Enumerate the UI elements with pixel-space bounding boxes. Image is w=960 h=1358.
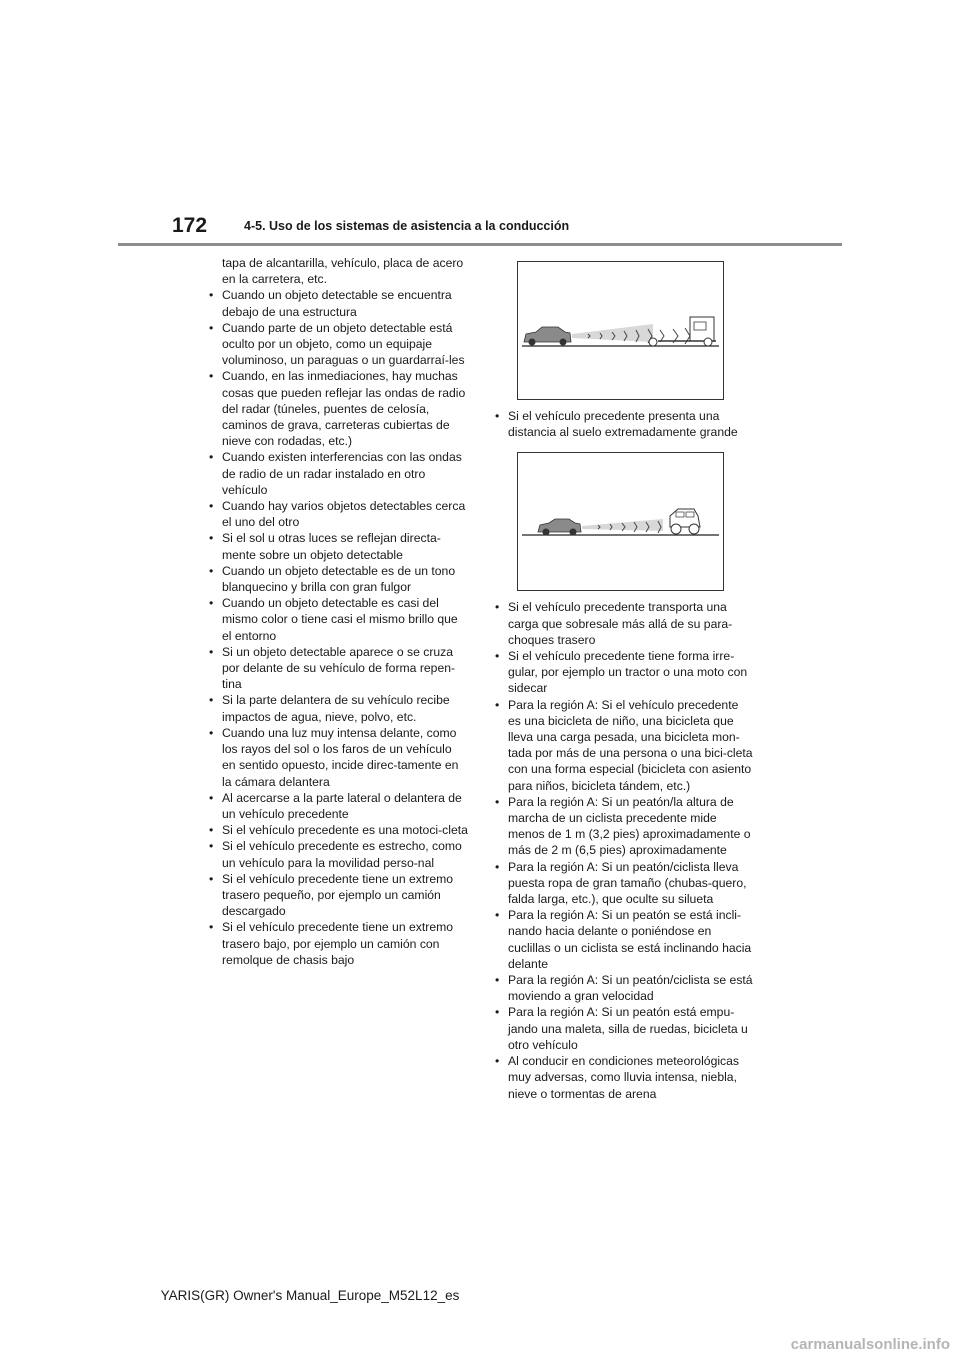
right-column: [492, 255, 754, 1102]
high-clearance-illustration: [518, 453, 723, 590]
footer: [0, 1288, 960, 1303]
list-item: • Para la región A: Si un peatón/ciclista lleva puesta ropa de gran tamaño (chubas-quero, falda larga, etc.), que oculte su silueta: [492, 859, 754, 908]
list-item: • Si el vehículo precedente es estrecho, como un vehículo para la movilidad perso-nal: [206, 838, 468, 870]
header-divider: [118, 243, 842, 246]
list-item: • Si el sol u otras luces se reflejan directa-mente sobre un objeto detectable: [206, 530, 468, 562]
list-item: • Cuando, en las inmediaciones, hay muchas cosas que pueden reflejar las ondas de radio del radar (túneles, puentes de celosía, caminos de grava, carreteras cubiertas de nieve con rodadas, etc.): [206, 368, 468, 449]
list-item: • Para la región A: Si el vehículo precedente es una bicicleta de niño, una bicicleta que lleva una carga pesada, una bicicleta mon-tada por más de una persona o una bici-cleta con una forma especial (bicicleta con asiento para niños, bicicleta tándem, etc.): [492, 697, 754, 794]
list-item: • Para la región A: Si un peatón está empu-jando una maleta, silla de ruedas, bicicleta u otro vehículo: [492, 1004, 754, 1053]
manual-name: YARIS(GR) Owner's Manual_Europe_M52L12_es: [160, 1288, 460, 1303]
list-item: • Si el vehículo precedente tiene un extremo trasero pequeño, por ejemplo un camión descargado: [206, 871, 468, 920]
list-item: • Para la región A: Si un peatón/la altura de marcha de un ciclista precedente mide menos de 1 m (3,2 pies) aproximadamente o más de 2 m (6,5 pies) aproximadamente: [492, 794, 754, 859]
list-item: • Si el vehículo precedente presenta una distancia al suelo extremadamente grande: [492, 408, 754, 440]
list-item: • Si el vehículo precedente es una motoci-cleta: [206, 822, 468, 838]
list-item: • Cuando una luz muy intensa delante, como los rayos del sol o los faros de un vehículo en sentido opuesto, incide direc-tamente en la cámara delantera: [206, 725, 468, 790]
left-column: [206, 255, 468, 968]
list-item: • Cuando existen interferencias con las ondas de radio de un radar instalado en otro vehículo: [206, 449, 468, 498]
right-bullet-list-b: [492, 599, 754, 1101]
list-item: • Para la región A: Si un peatón/ciclista se está moviendo a gran velocidad: [492, 972, 754, 1004]
section-title: 4-5. Uso de los sistemas de asistencia a la conducción: [244, 219, 570, 233]
left-bullet-list: [206, 255, 468, 968]
figure-truck-radar: [517, 261, 724, 400]
list-item: • Si el vehículo precedente tiene un extremo trasero bajo, por ejemplo un camión con remolque de chasis bajo: [206, 919, 468, 968]
list-item: • Cuando un objeto detectable es casi del mismo color o tiene casi el mismo brillo que el entorno: [206, 595, 468, 644]
list-item-continuation: tapa de alcantarilla, vehículo, placa de acero en la carretera, etc.: [222, 256, 464, 287]
list-item: • Para la región A: Si un peatón se está incli-nando hacia delante o poniéndose en cuclillas o un ciclista se está inclinando hacia delante: [492, 907, 754, 972]
page-number: 172: [172, 214, 208, 237]
list-item: • Si la parte delantera de su vehículo recibe impactos de agua, nieve, polvo, etc.: [206, 692, 468, 724]
list-item: • Al acercarse a la parte lateral o delantera de un vehículo precedente: [206, 790, 468, 822]
list-item: • Cuando un objeto detectable se encuentra debajo de una estructura: [206, 287, 468, 319]
truck-radar-illustration: [518, 262, 723, 399]
list-item: • Si el vehículo precedente tiene forma irre-gular, por ejemplo un tractor o una moto con sidecar: [492, 648, 754, 697]
list-item: • Si el vehículo precedente transporta una carga que sobresale más allá de su para-choques trasero: [492, 599, 754, 648]
watermark: carmanualsonline.info: [790, 1336, 950, 1353]
list-item: • Al conducir en condiciones meteorológicas muy adversas, como lluvia intensa, niebla, nieve o tormentas de arena: [492, 1053, 754, 1102]
list-item: • Cuando parte de un objeto detectable está oculto por un objeto, como un equipaje voluminoso, un paraguas o un guardarraí-les: [206, 320, 468, 369]
list-item: • Cuando hay varios objetos detectables cerca el uno del otro: [206, 498, 468, 530]
list-item: • Si un objeto detectable aparece o se cruza por delante de su vehículo de forma repen-tina: [206, 644, 468, 693]
right-bullet-list-a: [492, 408, 754, 440]
list-item: • Cuando un objeto detectable es de un tono blanquecino y brilla con gran fulgor: [206, 563, 468, 595]
figure-high-clearance-vehicle: [517, 452, 724, 591]
